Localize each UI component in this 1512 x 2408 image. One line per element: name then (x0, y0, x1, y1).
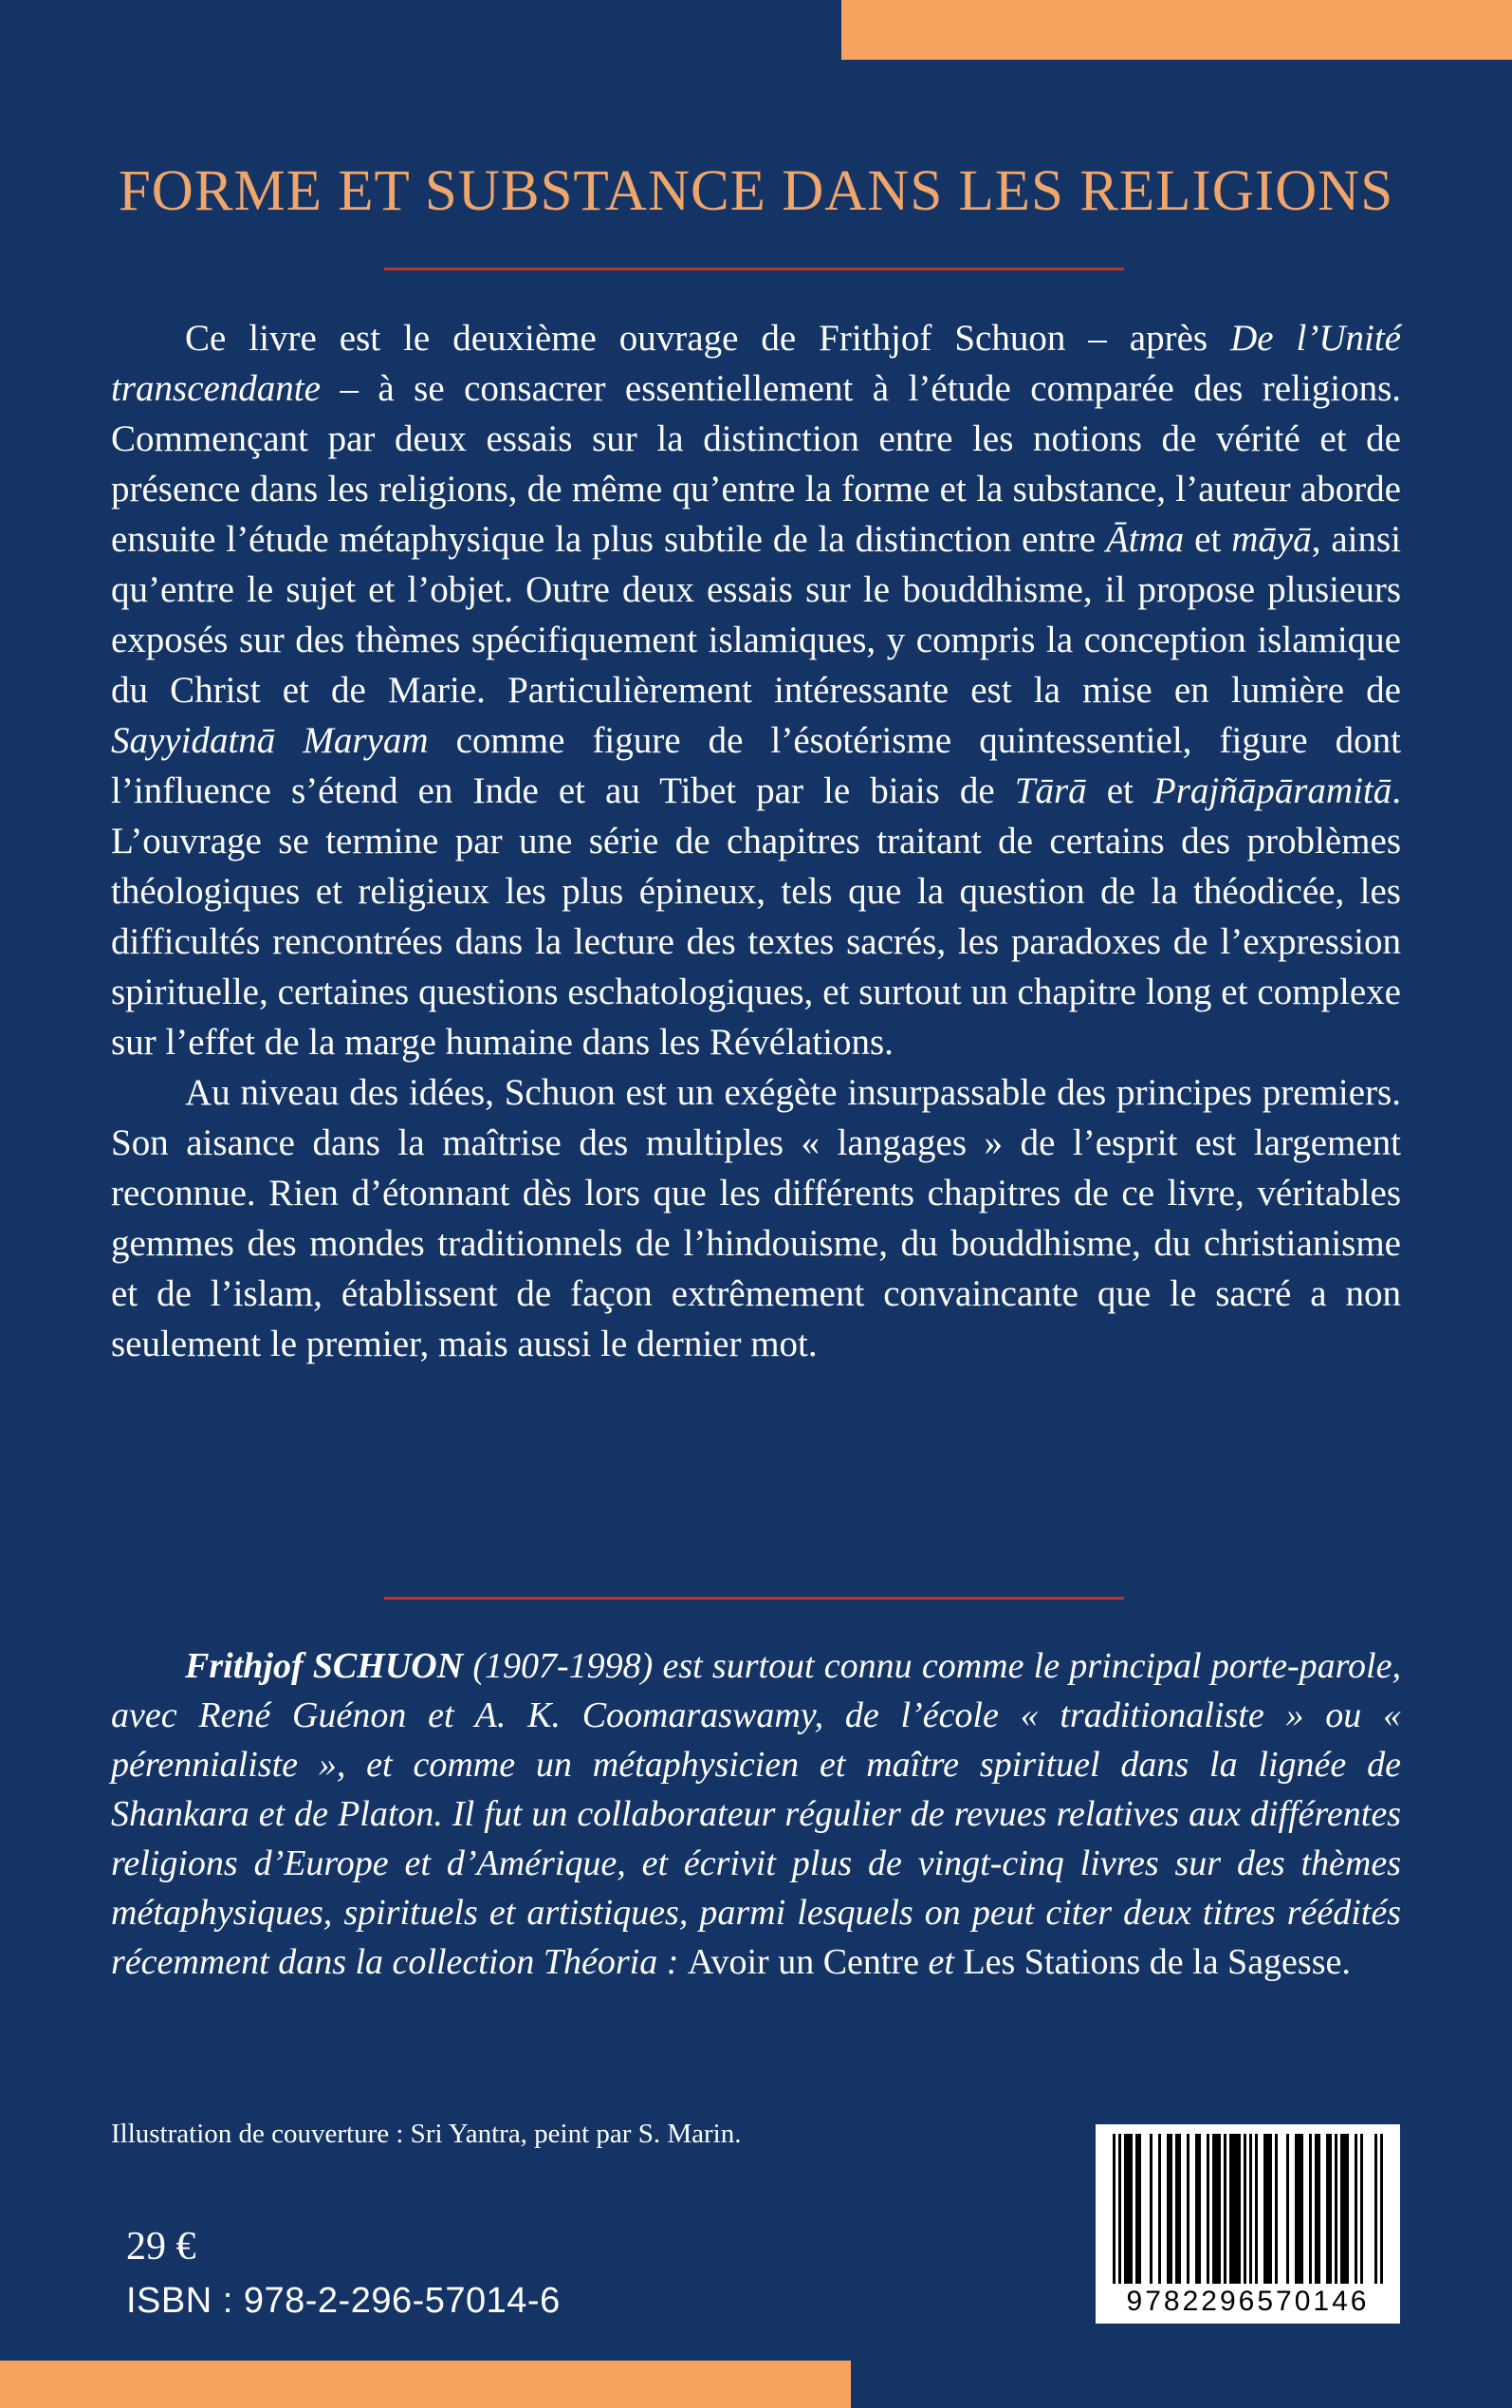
book-title-1: Avoir un Centre (687, 1942, 919, 1982)
barcode-bar (1130, 2134, 1133, 2284)
barcode-bar (1318, 2134, 1320, 2284)
barcode-bar (1127, 2134, 1130, 2284)
barcode-bar (1374, 2134, 1377, 2284)
barcode-bar (1187, 2134, 1189, 2284)
barcode-bar (1138, 2134, 1141, 2284)
barcode-bar (1255, 2134, 1258, 2284)
barcode-bar (1275, 2134, 1278, 2284)
barcode-bar (1215, 2134, 1218, 2284)
barcode-bar (1175, 2134, 1178, 2284)
bottom-accent-band (0, 2361, 851, 2408)
barcode-bar (1235, 2134, 1238, 2284)
barcode-bar (1355, 2134, 1357, 2284)
barcode-bar (1135, 2134, 1138, 2284)
barcode-bar (1295, 2134, 1298, 2284)
bio-divider (384, 1597, 1124, 1600)
barcode-bar (1249, 2134, 1252, 2284)
barcode-bar (1150, 2134, 1152, 2284)
barcode-digits: 9782296570146 (1126, 2286, 1370, 2317)
barcode-bar (1326, 2134, 1329, 2284)
barcode-bar (1380, 2134, 1383, 2284)
barcode-bar (1266, 2134, 1269, 2284)
barcode-bar (1286, 2134, 1289, 2284)
barcode-bar (1118, 2134, 1121, 2284)
barcode-bar (1113, 2134, 1116, 2284)
barcode-bar (1335, 2134, 1337, 2284)
description-paragraph-1: Ce livre est le deuxième ouvrage de Frithjof Schuon – après De l’Unité transcendante – à se consacrer essentiellement à l’étude comparée des religions. Commençant par deux essais sur la distinction entre les notions de vérité et de présence dans les religions, de même qu’entre la forme et la substance, l’auteur aborde ensuite l’étude métaphysique la plus subtile de la distinction entre Ātma et māyā, ainsi qu’entre le sujet et l’objet. Outre deux essais sur le bouddhisme, il propose plusieurs exposés sur des thèmes spécifiquement islamiques, y compris la conception islamique du Christ et de Marie. Particulièrement intéressante est la mise en lumière de Sayyidatnā Maryam comme figure de l’ésotérisme quintessentiel, figure dont l’influence s’étend en Inde et au Tibet par le biais de Tārā et Prajñāpāramitā. L’ouvrage se termine par une série de chapitres traitant de certains des problèmes théologiques et religieux les plus épineux, tels que la question de la théodicée, les difficultés rencontrées dans la lecture des textes sacrés, les paradoxes de l’expression spirituelle, certaines questions eschatologiques, et surtout un chapitre long et complexe sur l’effet de la marge humaine dans les Révélations. (111, 318, 1401, 1063)
barcode (1096, 2124, 1400, 2324)
barcode-bar (1244, 2134, 1246, 2284)
barcode-bar (1343, 2134, 1346, 2284)
barcode-bar (1309, 2134, 1312, 2284)
barcode-bar (1158, 2134, 1161, 2284)
barcode-bar (1229, 2134, 1232, 2284)
title-divider (384, 268, 1124, 270)
barcode-bar (1178, 2134, 1181, 2284)
price: 29 € (126, 2225, 196, 2269)
isbn: ISBN : 978-2-296-57014-6 (126, 2281, 561, 2321)
illustration-credit: Illustration de couverture : Sri Yantra, peint par S. Marin. (111, 2119, 742, 2149)
barcode-bar (1238, 2134, 1241, 2284)
barcode-bar (1263, 2134, 1266, 2284)
book-title-2: Les Stations de la Sagesse (963, 1942, 1342, 1982)
barcode-bar (1232, 2134, 1235, 2284)
barcode-bar (1195, 2134, 1198, 2284)
barcode-bar (1212, 2134, 1215, 2284)
barcode-bars (1096, 2124, 1400, 2286)
barcode-bar (1360, 2134, 1363, 2284)
description (111, 313, 1401, 1369)
barcode-bar (1218, 2134, 1221, 2284)
barcode-bar (1269, 2134, 1272, 2284)
top-accent-band (841, 0, 1512, 60)
barcode-bar (1298, 2134, 1300, 2284)
barcode-bar (1207, 2134, 1209, 2284)
book-title: FORME ET SUBSTANCE DANS LES RELIGIONS (118, 159, 1394, 223)
barcode-bar (1170, 2134, 1172, 2284)
barcode-bar (1224, 2134, 1226, 2284)
barcode-bar (1300, 2134, 1303, 2284)
author-bio: Frithjof SCHUON (1907-1998) est surtout connu comme le principal porte-parole, avec René Guénon et A. K. Coomaraswamy, de l’école « traditionaliste » ou « pérennialiste », et comme un métaphysicien et maître spirituel dans la lignée de Shankara et de Platon. Il fut un collaborateur régulier de revues relatives aux différentes religions d’Europe et d’Amérique, et écrivit plus de vingt-cinq livres sur des thèmes métaphysiques, spirituels et artistiques, parmi lesquels on peut citer deux titres réédités récemment dans la collection Théoria : Avoir un Centre et Les Stations de la Sagesse. (111, 1646, 1401, 1982)
barcode-bar (1346, 2134, 1349, 2284)
barcode-bar (1198, 2134, 1201, 2284)
author-name: Frithjof SCHUON (185, 1646, 464, 1686)
barcode-bar (1167, 2134, 1170, 2284)
barcode-bar (1315, 2134, 1318, 2284)
barcode-bar (1340, 2134, 1343, 2284)
barcode-bar (1124, 2134, 1127, 2284)
barcode-bar (1329, 2134, 1332, 2284)
description-paragraph-2: Au niveau des idées, Schuon est un exégète insurpassable des principes premiers. Son aisance dans la maîtrise des multiples « langages » de l’esprit est largement reconnue. Rien d’étonnant dès lors que les différents chapitres de ce livre, véritables gemmes des mondes traditionnels de l’hindouisme, du bouddhisme, du christianisme et de l’islam, établissent de façon extrêmement convaincante que le sacré a non seulement le premier, mais aussi le dernier mot. (111, 1072, 1401, 1364)
